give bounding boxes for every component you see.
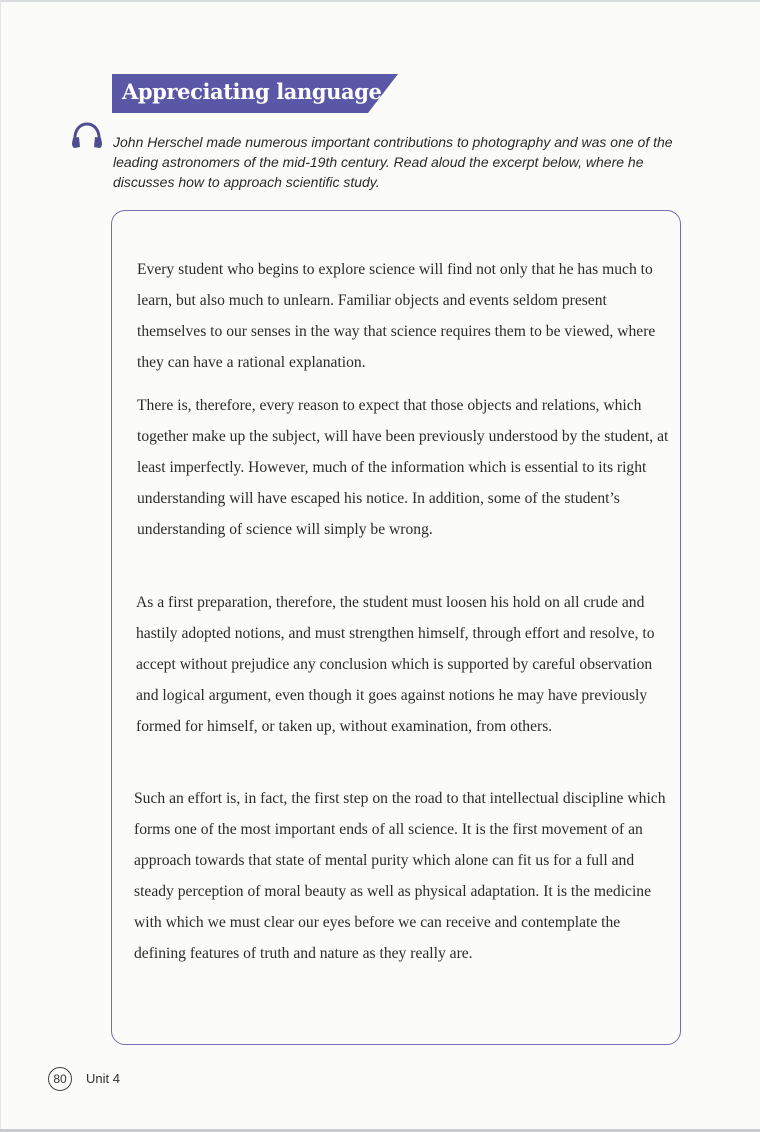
excerpt-paragraph-2: There is, therefore, every reason to expect that those objects and relations, which together make up the subject, will have been previously understood by the student, at least imperfectly. However, much of the information which is essential to its right understanding will have escaped his notice. In addition, some of the student’s understanding of science will simply be wrong. (137, 397, 669, 538)
excerpt-paragraph-3: As a first preparation, therefore, the student must loosen his hold on all crude and hastily adopted notions, and must strengthen himself, through effort and resolve, to accept without prejudice any conclusion which is supported by careful observation and logical argument, even though it goes against notions he may have previously formed for himself, or taken up, without examination, from others. (136, 594, 655, 735)
intro-text: John Herschel made numerous important contributions to photography and was one of the leading astronomers of the mid-19th century. Read aloud the excerpt below, where he discusses how to approach scientific study. (113, 134, 673, 190)
section-heading: Appreciating language (122, 79, 382, 104)
section-heading-banner (112, 74, 398, 113)
excerpt-paragraph-4: Such an effort is, in fact, the first step on the road to that intellectual discipline which forms one of the most important ends of all science. It is the first movement of an approach towards that state of mental purity which alone can fit us for a full and steady perception of moral beauty as well as physical adaptation. It is the medicine with which we must clear our eyes before we can receive and contemplate the defining features of truth and nature as they really are. (134, 790, 666, 962)
page-number: 80 (48, 1067, 72, 1091)
headphones-icon[interactable] (70, 121, 104, 151)
excerpt-paragraph-1: Every student who begins to explore science will find not only that he has much to learn, but also much to unlearn. Familiar objects and events seldom present themselves to our senses in the way that science requires them to be viewed, where they can have a rational explanation. (137, 261, 656, 371)
unit-label: Unit 4 (86, 1071, 120, 1086)
